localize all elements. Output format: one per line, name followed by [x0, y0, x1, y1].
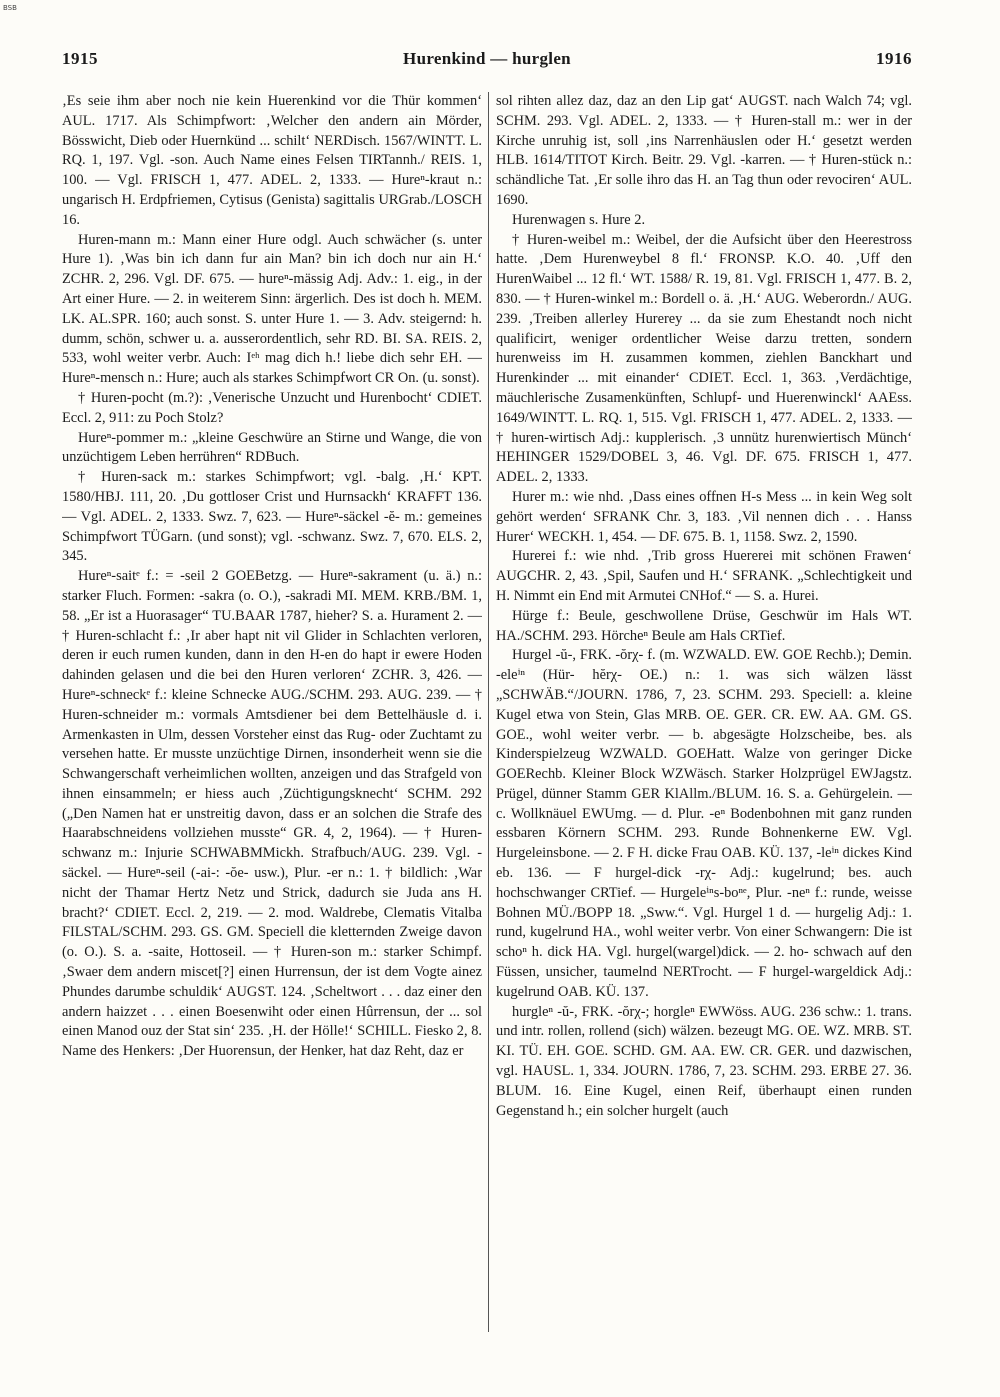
entry-paragraph: sol rihten allez daz, daz an den Lip gat‘ AUGST. nach Walch 74; vgl. SCHM. 293. Vgl. ADEL. 2, 1333. — † Huren-stall m.: wer in der Kirche unruhig ist, soll ‚ins Narrenhäuslen oder H.‘ gesetzt werden HLB. 1614/TITOT Kirch. Beitr. 29. Vgl. -karren. — † Huren-stück n.: schändliche Tat. ‚Er solle ihro das H. an Tag thun oder revociren‘ AUL. 1690.: [496, 93, 912, 208]
entry-paragraph: Hureⁿ-pommer m.: „kleine Geschwüre an Stirne und Wange, die von unzüchtigem Leben herrühren“ RDBuch.: [62, 429, 482, 466]
entry-paragraph: Hurgel -ŭ-, FRK. -ŏrχ- f. (m. WZWALD. EW. GOE Rechb.); Demin. -eleⁱⁿ (Hür- hĕrχ- OE.) n.: 1. was sich wälzen lässt „SCHWÄB.“/JOURN. 1786, 7, 23. SCHM. 293. Speciell: a. kleine Kugel etwa von Stein, Glas MRB. OE. GER. CR. EW. AA. GM. GS. GOE., wohl weiter verbr. — b. abgesägte Holzscheibe, bes. als Kinderspielzeug WZWALD. GOEHatt. Walze von geringer Dicke GOERechb. Kleiner Block WZWäsch. Starker Holzprügel EWJagstz. Prügel, dünner Stamm GER KlAllm./BLUM. 16. S. a. Gehürgelein. — c. Wollknäuel EWUmg. — d. Plur. -eⁿ Bodenbohnen mit ganz runden essbaren Körnern SCHM. 293. Runde Bohnenkerne EW. Vgl. Hurgeleinsbone. — 2. F H. dicke Frau OAB. KÜ. 137, -leⁱⁿ dickes Kind eb. 136. — F hurgel-dick -rχ- Adj.: kugelrund; bes. auch hochschwanger CRTief. — Hurgeleⁱⁿs-boⁿᵉ, Plur. -neⁿ f.: runde, weisse Bohnen MÜ./BOPP 18. „Sww.“. Vgl. Hurgel 1 d. — hurgelig Adj.: 1. rund, kugelrund HA., wohl weiter verbr. Von einer Schwangern: Die ist schoⁿ h. dick HA. Vgl. hurgel(wargel)dick. — 2. ho- schwach auf den Füssen, unsicher, taumelnd NERTrocht. — F hurgel-wargeldick Adj.: kugelrund OAB. KÜ. 137.: [496, 647, 912, 1000]
running-head: Hurenkind — hurglen: [403, 49, 571, 68]
entry-paragraph: hurgleⁿ -ŭ-, FRK. -ŏrχ-; horgleⁿ EWWöss. AUG. 236 schw.: 1. trans. und intr. rollen, rollend (sich) wälzen. bezeugt MG. OE. WZ. MRB. ST. KI. TÜ. EH. GOE. SCHD. GM. AA. EW. CR. GER. und dazwischen, vgl. HAUSL. 1, 334. JOURN. 1786, 7, 23. SCHM. 293. ERBE 27. 36. BLUM. 16. Eine Kugel, einen Reif, überhaupt einen runden Gegenstand h.; ein solcher hurgelt (auch: [496, 1003, 912, 1119]
entry-paragraph: Hurerei f.: wie nhd. ‚Trib gross Huererei mit schönen Frawen‘ AUGCHR. 2, 43. ‚Spil, Saufen und H.‘ SFRANK. „Schlechtigkeit und H. Nimmt ein End mit Armutei CNHof.“ — S. a. Hurei.: [496, 548, 912, 604]
column-divider: [488, 92, 489, 1332]
entry-paragraph: † Huren-pocht (m.?): ‚Venerische Unzucht und Hurenbocht‘ CDIET. Eccl. 2, 911: zu Poch Stolz?: [62, 389, 482, 426]
entry-paragraph: † Huren-weibel m.: Weibel, der die Aufsicht über den Heerestross hatte. ‚Dem Hurenweybel 8 fl.‘ FRONSP. K.O. 40. ‚Uff den HurenWaibel ... 12 fl.‘ WT. 1588/ R. 19, 81. Vgl. FRISCH 1, 477. B. 2, 830. — † Huren-winkel m.: Bordell o. ä. ‚H.‘ AUG. Weberordn./ AUG. 239. ‚Treiben allerley Hurerey ... da sie zum Ehestandt noch nicht qualificirt, weniger ordentlicher Weise darzu tretten, sondern hurenweiss im H. zusammen kommen, ziehlen Banckhart und Hurenkinder ... mit einander‘ CDIET. Eccl. 1, 363. ‚Verdächtige, mäuchlerische Zusamenkünften, Schlupf- und Huerenwinckl‘ AAEss. 1649/WINTT. L. RQ. 1, 515. Vgl. FRISCH 1, 477. ADEL. 2, 1333. — † huren-wirtisch Adj.: kupplerisch. ‚3 unnütz hurenwiertisch Münch‘ HEHINGER 1529/DOBEL 3, 46. Vgl. DF. 675. FRISCH 1, 477. ADEL. 2, 1333.: [496, 231, 912, 486]
entry-paragraph: † Huren-sack m.: starkes Schimpfwort; vgl. -balg. ‚H.‘ KPT. 1580/HBJ. 111, 20. ‚Du gottloser Crist und Hurnsackh‘ KRAFFT 136. — Vgl. ADEL. 2, 1333. Swz. 7, 623. — Hureⁿ-säckel -ĕ- m.: gemeines Schimpfwort TÜGarn. (und sonst); vgl. -schwanz. Swz. 7, 670. ELS. 2, 345.: [62, 469, 482, 565]
entry-paragraph: Hurenwagen s. Hure 2.: [512, 211, 646, 228]
left-column: [62, 92, 482, 1337]
left-page-number: 1915: [62, 49, 98, 68]
entry-paragraph: Hureⁿ-saitᵉ f.: = -seil 2 GOEBetzg. — Hureⁿ-sakrament (u. ä.) n.: starker Fluch. Formen: -sakra (o. O.), -sakradi MI. MEM. KRB./BM. 1, 58. „Er ist a Huorasager“ TU.BAAR 1787, hieher? S. a. Hurament 2. — † Huren-schlacht f.: ‚Ir aber hapt nit vil Glider in Schlachten verloren, deren ir euch rumen kunden, dann in den H-en do hapt ir ewere Hoden dahinden gelasen und die bei den Huren verloren‘ ZCHR. 3, 426. — Hureⁿ-schneckᵉ f.: kleine Schnecke AUG./SCHM. 293. AUG. 239. — † Huren-schneider m.: vormals Amtsdiener bei dem Bettelhäusle d. i. Armenkasten in Ulm, dessen Vorsteher einst das Rug- oder Zuchtamt zu versehen hatte. Er musste unzüchtige Dirnen, insonderheit wenn sie die Schwangerschaft verheimlichen wollten, anzeigen und das Strafgeld von ihnen einsammeln; er hiess auch ‚Züchtigungsknecht‘ SCHM. 292 („Den Namen hat er unstreitig davon, dass er an solchen die Strafe des Haarabschneidens vollziehen musste“ GR. 4, 2, 1964). — † Huren-schwanz m.: Injurie SCHWABMMickh. Strafbuch/AUG. 239. Vgl. -säckel. — Hureⁿ-seil (-ai-: -ŏe- usw.), Plur. -er n.: 1. † bildlich: ‚War nicht der Thamar Hertz Netz und Strick, dadurch sie Juda ans H. bracht?‘ CDIET. Eccl. 2, 219. — 2. mod. Waldrebe, Clematis Vitalba FILSTAL/SCHM. 293. GS. GM. Speciell die kletternden Zweige davon (o. O.). S. a. -saite, Hottoseil. — † Huren-son m.: starker Schimpf. ‚Swaer dem andern miscet[?] einen Hurrensun, der ist dem Vogte ainez Phundes darumbe schuldik‘ AUGST. 124. ‚Scheltwort . . . daz einer den andern haizzet . . . einen Boesenwiht oder einen Hûrrensun, der ... sol einen Manod ouz der Stat sin‘ 235. ‚H. der Hölle!‘ SCHILL. Fiesko 2, 8. Name des Henkers: ‚Der Huorensun, der Henker, hat daz Reht, daz er: [62, 568, 482, 1060]
entry-paragraph: Hürge f.: Beule, geschwollene Drüse, Geschwür im Hals WT. HA./SCHM. 293. Hörcheⁿ Beule am Hals CRTief.: [496, 607, 912, 644]
page-header: [62, 49, 912, 73]
entry-paragraph: Hurer m.: wie nhd. ‚Dass eines offnen H-s Mess ... in kein Weg solt gehört werden‘ SFRANK Chr. 3, 183. ‚Vil nennen dich . . . Hanss Hurer‘ WECKH. 1, 454. — DF. 675. B. 1, 1158. Swz. 2, 1590.: [496, 488, 912, 545]
library-stamp: BSB: [3, 4, 17, 12]
entry-paragraph: ‚Es seie ihm aber noch nie kein Huerenkind vor die Thür kommen‘ AUL. 1717. Als Schimpfwort: ‚Welcher den andern ain Mörder, Bösswicht, Dieb oder Huernkünd ... schilt‘ NERDisch. 1567/WINTT. L. RQ. 1, 197. Vgl. -son. Auch Name eines Felsen TIRTannh./ REIS. 1, 100. — Vgl. FRISCH 1, 477. ADEL. 2, 1333. — Hureⁿ-kraut n.: ungarisch H. Erdpfriemen, Cytisus (Genista) sagittalis URGrab./LOSCH 16.: [62, 93, 482, 228]
right-column: [496, 92, 912, 1337]
entry-paragraph: Huren-mann m.: Mann einer Hure odgl. Auch schwächer (s. unter Hure 1). ‚Was bin ich dann fur ain Man? bin ich doch nur ain H.‘ ZCHR. 2, 296. Vgl. DF. 675. — hureⁿ-mässig Adj. Adv.: 1. eig., in der Art einer Hure. — 2. in weiterem Sinn: ärgerlich. Des ist doch h. MEM. LK. AL.SPR. 160; auch sonst. S. unter Hure 1. — 3. Adv. steigernd: h. dumm, schön, schwer u. a. ausserordentlich, sehr RD. BI. SA. REIS. 2, 533, wohl weiter verbr. Auch: Iᵉʰ mag dich h.! liebe dich sehr EH. — Hureⁿ-mensch n.: Hure; auch als starkes Schimpfwort CR On. (u. sonst).: [62, 231, 482, 387]
right-page-number: 1916: [876, 49, 912, 68]
